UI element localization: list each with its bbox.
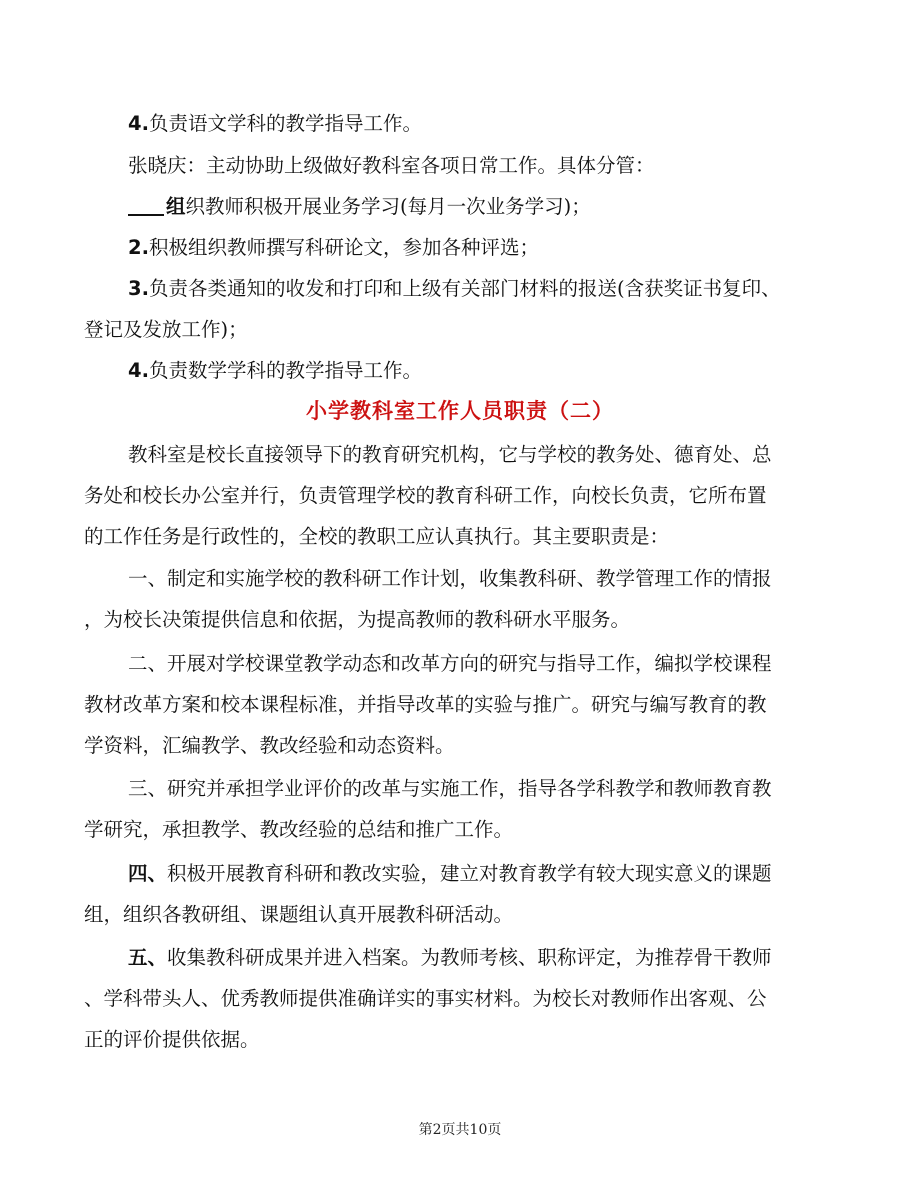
duty-2-line: 二、开展对学校课堂教学动态和改革方向的研究与指导工作，编拟学校课程: [128, 652, 772, 675]
duty-3-line: 学研究，承担教学、教改经验的总结和推广工作。: [84, 818, 514, 841]
line-item4-chinese: [128, 110, 920, 138]
intro-line: 的工作任务是行政性的，全校的教职工应认真执行。其主要职责是：: [84, 525, 670, 548]
intro-line: 教科室是校长直接领导下的教育研究机构，它与学校的教务处、德育处、总: [128, 443, 772, 466]
duty-label: 四、: [128, 862, 168, 885]
duty-3-line: 三、研究并承担学业评价的改革与实施工作，指导各学科教学和教师教育教: [128, 777, 772, 800]
item-text: 负责数学学科的教学指导工作。: [148, 359, 422, 382]
duty-4-line: [128, 860, 920, 888]
duty-5-line: 正的评价提供依据。: [84, 1028, 260, 1051]
person-text: 张晓庆：主动协助上级做好教科室各项日常工作。具体分管：: [128, 154, 655, 177]
item-number: 3.: [128, 277, 149, 300]
section-title: 小学教科室工作人员职责（二）: [306, 398, 614, 423]
item-number: 2.: [128, 236, 149, 259]
line-person-assignment: [128, 152, 920, 180]
blank-underline: [128, 194, 164, 216]
duty-2-line: 教材改革方案和校本课程标准，并指导改革的实验与推广。研究与编写教育的教: [84, 693, 767, 716]
duty-5-line: 、学科带头人、优秀教师提供准确详实的事实材料。为校长对教师作出客观、公: [84, 987, 767, 1010]
duty-4-line: 组，组织各教研组、课题组认真开展教科研活动。: [84, 903, 514, 926]
duty-1-line: ，为校长决策提供信息和依据，为提高教师的教科研水平服务。: [84, 608, 631, 631]
line-item4-math: [128, 357, 920, 385]
duty-label: 五、: [128, 946, 168, 969]
duty-5-line: [128, 944, 920, 972]
item-number: 4.: [128, 359, 149, 382]
line-item3: [128, 275, 920, 303]
item-text: 积极组织教师撰写科研论文，参加各种评选；: [148, 236, 539, 259]
line-item1: [128, 193, 920, 221]
line-item3-cont: [84, 316, 920, 344]
duty-2-line: 学资料，汇编教学、教改经验和动态资料。: [84, 734, 455, 757]
duty-text: 积极开展教育科研和教改实验，建立对教育教学有较大现实意义的课题: [167, 862, 772, 885]
duty-1-line: 一、制定和实施学校的教科研工作计划，收集教科研、教学管理工作的情报: [128, 567, 772, 590]
duty-text: 收集教科研成果并进入档案。为教师考核、职称评定，为推荐骨干教师: [167, 946, 772, 969]
intro-line: 务处和校长办公室并行，负责管理学校的教育科研工作，向校长负责，它所布置: [84, 484, 767, 507]
page-footer: 第2页共10页: [418, 1122, 502, 1138]
item-number: 4.: [128, 112, 149, 135]
item-text: 织教师积极开展业务学习(每月一次业务学习)；: [185, 195, 591, 218]
item-first-char: 组: [166, 195, 186, 218]
item-text: 登记及发放工作)；: [84, 318, 248, 341]
line-item2: [128, 234, 920, 262]
item-text: 负责各类通知的收发和打印和上级有关部门材料的报送(含获奖证书复印、: [148, 277, 781, 300]
item-text: 负责语文学科的教学指导工作。: [148, 112, 422, 135]
